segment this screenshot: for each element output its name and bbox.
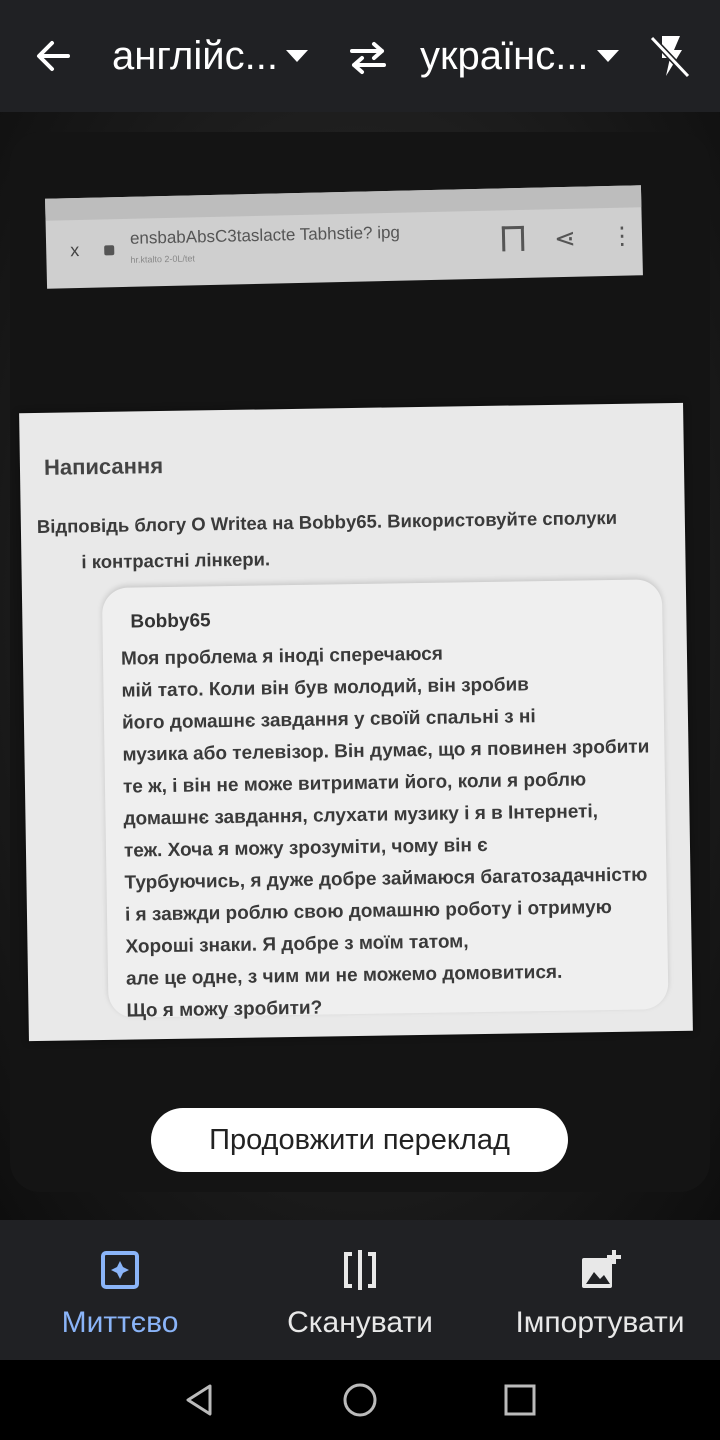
instruction-line-2: і контрастні лінкери. (81, 548, 271, 573)
mode-label: Імпортувати (515, 1306, 685, 1339)
blog-line: його домашнє завдання у своїй спальні з ні (121, 706, 536, 734)
close-tab-text: x (70, 240, 80, 261)
mode-import[interactable] (480, 1220, 720, 1360)
top-bar (0, 0, 720, 112)
lock-icon (104, 245, 114, 255)
swap-icon[interactable] (344, 36, 392, 80)
blog-line: музика або телевізор. Він думає, що я повинен зробити (122, 736, 650, 766)
mode-instant[interactable] (0, 1220, 240, 1360)
blog-line: домашнє завдання, слухати музику і я в Інтернеті, (123, 801, 599, 830)
url-subtitle: hr.ktalto 2-0L/tet (130, 253, 196, 265)
instruction-line-1: Відповідь блогу О Writea на Bobby65. Використовуйте сполуки (36, 506, 618, 537)
system-nav-bar (0, 1360, 720, 1440)
translated-page (19, 403, 693, 1041)
blog-line: але це одне, з чим ми не можемо домовитися. (125, 961, 563, 990)
chevron-down-icon (597, 50, 619, 62)
page-heading: Написання (43, 453, 164, 480)
import-image-icon (578, 1248, 622, 1292)
mode-scan[interactable] (240, 1220, 480, 1360)
status-strip (45, 185, 641, 221)
nav-home-icon[interactable] (340, 1380, 380, 1420)
blog-line: Моя проблема я іноді сперечаюся (120, 643, 444, 670)
blog-line: те ж, і він не може витримати його, коли я роблю (122, 769, 587, 798)
target-language-selector[interactable] (420, 28, 620, 84)
blog-line: Що я можу зробити? (126, 997, 323, 1022)
blog-line: Турбуючись, я дуже добре займаюся багатозадачністю (124, 864, 648, 894)
blog-line: теж. Хоча я можу зрозуміти, чому він є (123, 834, 488, 862)
nav-back-icon[interactable] (180, 1380, 220, 1420)
bookmark-icon (502, 226, 525, 251)
blog-line: Хороші знаки. Я добре з моїм татом, (125, 931, 469, 958)
mode-bar (0, 1220, 720, 1360)
nav-recents-icon[interactable] (500, 1380, 540, 1420)
share-icon: ⋖ (553, 222, 577, 254)
instruction-text (37, 499, 668, 581)
back-arrow-icon[interactable] (28, 26, 84, 86)
mode-label: Сканувати (287, 1306, 433, 1339)
instant-translate-icon (98, 1248, 142, 1292)
blog-line: і я завжди роблю свою домашню роботу і отримую (124, 897, 613, 926)
chevron-down-icon (286, 50, 308, 62)
blog-body (121, 635, 657, 1027)
continue-translation-button[interactable]: Продовжити переклад (151, 1108, 568, 1172)
source-language-selector[interactable] (112, 28, 312, 84)
source-language-label: англійс... (112, 33, 278, 78)
camera-viewfinder[interactable] (0, 112, 720, 1220)
blog-author: Bobby65 (130, 610, 211, 633)
flash-off-icon[interactable] (644, 30, 696, 82)
target-language-label: українс... (420, 33, 589, 78)
blog-card (102, 579, 669, 1022)
photographed-url-bar (45, 185, 643, 288)
scan-icon (338, 1248, 382, 1292)
more-icon: ⋮ (609, 222, 635, 250)
mode-label: Миттєво (61, 1306, 179, 1339)
url-text: ensbabAbsC3taslacte Tabhstie? ipg (129, 222, 401, 248)
blog-line: мій тато. Коли він був молодий, він зробив (121, 674, 530, 702)
